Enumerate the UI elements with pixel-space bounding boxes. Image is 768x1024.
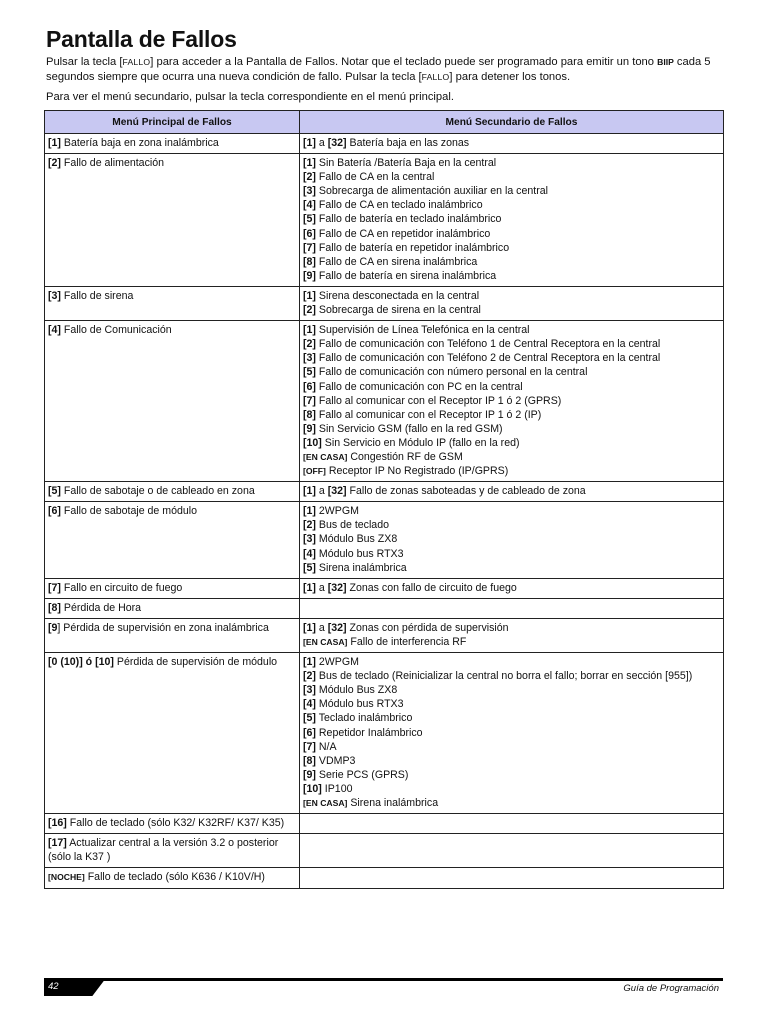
faults-table [44, 110, 724, 889]
entry-text: Batería baja en las zonas [346, 137, 470, 149]
entry-key: [8] [303, 754, 316, 767]
key-label: FALLO [122, 57, 151, 67]
entry-key: [1] [303, 324, 316, 337]
entry-key: [5] [303, 561, 316, 574]
entry-line [48, 289, 296, 303]
entry-text: Fallo de alimentación [60, 157, 165, 170]
beep-label: BIIP [657, 57, 674, 67]
table-row [45, 868, 724, 888]
entry-key: [6] [303, 726, 316, 739]
entry-key: [8] [303, 408, 316, 421]
entry-line [48, 581, 296, 595]
entry-text: N/A [315, 740, 337, 753]
entry-line [303, 351, 720, 365]
entry-line [303, 156, 720, 170]
entry-line [303, 198, 720, 212]
entry-line [303, 380, 720, 394]
table-header-row [45, 111, 724, 134]
entry-key: [EN CASA] [303, 798, 348, 809]
entry-key: [6] [303, 227, 316, 240]
entry-line [303, 669, 720, 683]
main-menu-cell [45, 286, 300, 320]
entry-text: Fallo de batería en repetidor inalámbrico [315, 241, 510, 254]
entry-key: [10] [303, 782, 322, 795]
empty-cell [303, 816, 720, 830]
entry-text: Sobrecarga de alimentación auxiliar en la central [315, 185, 548, 198]
entry-line [303, 422, 720, 436]
entry-text: Actualizar central a la versión 3.2 o posterior (sólo la K37 ) [48, 837, 279, 864]
entry-text: 2WPGM [315, 505, 359, 518]
entry-text: Sirena inalámbrica [315, 561, 407, 574]
entry-line [303, 170, 720, 184]
entry-line [48, 655, 296, 669]
entry-text: Fallo de batería en teclado inalámbrico [315, 213, 502, 226]
entry-text: Bus de teclado (Reinicializar la central no borra el fallo; borrar en sección [955]) [315, 670, 693, 683]
entry-key: [4] [303, 547, 316, 560]
entry-line [303, 547, 720, 561]
entry-key: [0 (10)] ó [10] [48, 656, 114, 669]
sub-menu-cell [300, 502, 724, 578]
sub-menu-cell [300, 578, 724, 598]
entry-line [303, 754, 720, 768]
entry-line [303, 436, 720, 450]
entry-line [303, 504, 720, 518]
page-footer [44, 978, 723, 996]
entry-key: [32] [327, 485, 347, 498]
entry-text: Receptor IP No Registrado (IP/GPRS) [325, 465, 509, 478]
entry-text: Fallo de sirena [60, 289, 134, 302]
entry-key: [3] [48, 289, 61, 302]
sub-menu-cell [300, 653, 724, 814]
entry-line [303, 581, 720, 595]
empty-cell [303, 870, 720, 884]
entry-key: [5] [48, 485, 61, 498]
entry-key: [2] [303, 171, 316, 184]
entry-line [303, 697, 720, 711]
entry-key: [1] [303, 656, 316, 669]
entry-text: Bus de teclado [315, 519, 389, 532]
entry-text: a [315, 621, 328, 634]
entry-text: Congestión RF de GSM [347, 450, 463, 463]
entry-line [303, 255, 720, 269]
entry-text: Sin Servicio GSM (fallo en la red GSM) [315, 422, 503, 435]
entry-key: [2] [303, 338, 316, 351]
entry-line [303, 683, 720, 697]
entry-line [303, 337, 720, 351]
entry-line [303, 408, 720, 422]
entry-key: [2] [48, 157, 61, 170]
table-row [45, 618, 724, 652]
entry-text: Fallo de CA en teclado inalámbrico [315, 199, 483, 212]
entry-key: [7] [303, 241, 316, 254]
entry-key: [9] [303, 768, 316, 781]
entry-key: [8] [48, 601, 61, 614]
entry-key: [9 [48, 621, 58, 634]
entry-line [303, 796, 720, 810]
entry-text: Fallo de CA en repetidor inalámbrico [315, 227, 491, 240]
entry-key: [3] [303, 684, 316, 697]
entry-key: [32] [327, 581, 347, 594]
entry-key: [17] [48, 837, 67, 850]
empty-cell [303, 601, 720, 615]
entry-text: Batería baja en zona inalámbrica [60, 137, 219, 149]
entry-key: [EN CASA] [303, 637, 348, 647]
entry-line [48, 484, 296, 498]
entry-line [303, 768, 720, 782]
entry-line [48, 816, 296, 830]
entry-text: Zonas con fallo de circuito de fuego [346, 581, 517, 594]
entry-key: [6] [48, 505, 61, 518]
page-number: 42 [48, 981, 59, 992]
entry-text: 2WPGM [315, 656, 359, 669]
sub-menu-cell [300, 834, 724, 868]
entry-line [303, 241, 720, 255]
intro-text: ] para acceder a la Pantalla de Fallos. Notar que el teclado puede ser programado para emitir un tono [150, 56, 658, 68]
entry-text: a [315, 581, 328, 594]
empty-cell [303, 836, 720, 850]
entry-text: Sin Servicio en Módulo IP (fallo en la red) [321, 436, 520, 449]
entry-text: Fallo de CA en la central [315, 171, 435, 184]
table-row [45, 502, 724, 578]
entry-line [303, 635, 720, 649]
entry-text: Módulo bus RTX3 [315, 547, 404, 560]
entry-text: Módulo Bus ZX8 [315, 684, 398, 697]
entry-text: Fallo de teclado (sólo K636 / K10V/H) [84, 871, 265, 884]
sub-menu-cell [300, 286, 724, 320]
main-menu-cell [45, 653, 300, 814]
entry-key: [10] [303, 436, 322, 449]
entry-key: [2] [303, 519, 316, 532]
entry-line [303, 518, 720, 532]
intro-text: cada 5 segundos siempre que ocurra una nueva condición de fallo. Pulsar la tecla [ [46, 56, 711, 83]
intro-paragraph [46, 55, 726, 84]
table-row [45, 598, 724, 618]
entry-key: [16] [48, 817, 67, 830]
entry-key: [3] [303, 185, 316, 198]
entry-text: Sirena inalámbrica [347, 797, 439, 810]
entry-key: [3] [303, 352, 316, 365]
entry-key: [5] [303, 366, 316, 379]
table-row [45, 834, 724, 868]
sub-menu-cell [300, 618, 724, 652]
entry-key: [NOCHE] [48, 872, 85, 883]
entry-key: [1] [303, 137, 316, 149]
footer-rule [44, 978, 723, 981]
main-menu-cell [45, 578, 300, 598]
entry-text: Fallo de comunicación con Teléfono 2 de Central Receptora en la central [315, 352, 661, 365]
entry-key: [8] [303, 255, 316, 268]
main-menu-cell [45, 502, 300, 578]
entry-line [303, 464, 720, 478]
entry-text: Fallo de sabotaje de módulo [60, 505, 197, 518]
main-menu-cell [45, 154, 300, 287]
intro-text: ] para detener los tonos. [449, 70, 571, 83]
entry-key: [7] [48, 581, 61, 594]
main-menu-cell [45, 482, 300, 502]
entry-key: [OFF] [303, 466, 326, 477]
entry-text: Repetidor Inalámbrico [315, 726, 423, 739]
entry-text: Fallo al comunicar con el Receptor IP 1 ó 2 (GPRS) [315, 394, 562, 407]
main-menu-cell [45, 814, 300, 834]
sub-menu-cell [300, 482, 724, 502]
entry-line [48, 601, 296, 615]
main-menu-cell [45, 618, 300, 652]
main-menu-cell [45, 834, 300, 868]
entry-line [303, 726, 720, 740]
guide-title: Guía de Programación [623, 983, 719, 994]
entry-text: Fallo de Comunicación [60, 324, 172, 337]
entry-text: Fallo al comunicar con el Receptor IP 1 ó 2 (IP) [315, 408, 542, 421]
sub-menu-cell [300, 814, 724, 834]
entry-key: [4] [303, 698, 316, 711]
entry-text: Fallo de teclado (sólo K32/ K32RF/ K37/ K35) [66, 817, 285, 830]
entry-key: [1] [303, 485, 316, 498]
entry-text: Pérdida de Hora [60, 601, 142, 614]
entry-text: Supervisión de Línea Telefónica en la central [315, 324, 530, 337]
table-row [45, 653, 724, 814]
table-row [45, 286, 724, 320]
sub-menu-cell [300, 321, 724, 482]
sub-menu-cell [300, 868, 724, 888]
entry-line [303, 365, 720, 379]
entry-key: [5] [303, 712, 316, 725]
entry-text: Fallo de interferencia RF [347, 636, 467, 648]
entry-text: Fallo de zonas saboteadas y de cableado de zona [346, 485, 586, 498]
entry-key: [32] [327, 137, 347, 149]
entry-key: [4] [48, 324, 61, 337]
entry-line [303, 303, 720, 317]
entry-text: Fallo de sabotaje o de cableado en zona [60, 485, 255, 498]
entry-key: [1] [303, 621, 316, 634]
column-header-sub: Menú Secundario de Fallos [300, 111, 724, 134]
entry-line [48, 836, 296, 864]
entry-text: Fallo de batería en sirena inalámbrica [315, 269, 497, 282]
entry-line [303, 136, 720, 150]
entry-line [303, 655, 720, 669]
entry-key: [1] [303, 505, 316, 518]
entry-text: Fallo en circuito de fuego [60, 581, 183, 594]
entry-key: [6] [303, 380, 316, 393]
table-row [45, 134, 724, 154]
entry-line [303, 394, 720, 408]
column-header-main: Menú Principal de Fallos [45, 111, 300, 134]
entry-line [303, 782, 720, 796]
entry-text: ] Pérdida de supervisión en zona inalámbrica [57, 621, 269, 634]
entry-key: [4] [303, 199, 316, 212]
entry-line [303, 450, 720, 464]
entry-text: Serie PCS (GPRS) [315, 768, 409, 781]
entry-key: [32] [327, 621, 347, 634]
entry-key: [2] [303, 304, 316, 317]
entry-text: IP100 [321, 782, 353, 795]
entry-key: [9] [303, 269, 316, 282]
table-row [45, 482, 724, 502]
entry-key: [1] [48, 137, 61, 149]
entry-line [303, 561, 720, 575]
sub-menu-cell [300, 598, 724, 618]
table-row [45, 814, 724, 834]
entry-text: Módulo Bus ZX8 [315, 533, 398, 546]
entry-line [303, 740, 720, 754]
entry-line [303, 532, 720, 546]
entry-key: [7] [303, 740, 316, 753]
entry-key: [5] [303, 213, 316, 226]
entry-key: [3] [303, 533, 316, 546]
table-row [45, 154, 724, 287]
entry-line [303, 484, 720, 498]
entry-key: [1] [303, 581, 316, 594]
entry-line [48, 136, 296, 150]
entry-text: Módulo bus RTX3 [315, 698, 404, 711]
entry-text: a [315, 137, 328, 149]
entry-line [303, 184, 720, 198]
entry-line [303, 711, 720, 725]
entry-key: [1] [303, 289, 316, 302]
entry-line [303, 269, 720, 283]
main-menu-cell [45, 321, 300, 482]
entry-text: Pérdida de supervisión de módulo [113, 656, 278, 669]
intro-paragraph-2: Para ver el menú secundario, pulsar la tecla correspondiente en el menú principal. [46, 91, 454, 103]
entry-line [303, 621, 720, 635]
entry-line [48, 156, 296, 170]
entry-text: Fallo de comunicación con PC en la central [315, 380, 523, 393]
entry-line [303, 227, 720, 241]
entry-key: [7] [303, 394, 316, 407]
entry-key: [2] [303, 670, 316, 683]
entry-text: Fallo de comunicación con número personal en la central [315, 366, 588, 379]
page-title: Pantalla de Fallos [46, 26, 237, 52]
entry-text: Fallo de comunicación con Teléfono 1 de Central Receptora en la central [315, 338, 661, 351]
main-menu-cell [45, 598, 300, 618]
entry-line [48, 870, 296, 884]
entry-text: Sirena desconectada en la central [315, 289, 480, 302]
entry-text: a [315, 485, 328, 498]
entry-line [48, 323, 296, 337]
entry-text: VDMP3 [315, 754, 356, 767]
sub-menu-cell [300, 134, 724, 154]
entry-text: Teclado inalámbrico [315, 712, 413, 725]
entry-line [303, 212, 720, 226]
entry-key: [9] [303, 422, 316, 435]
entry-line [303, 289, 720, 303]
entry-key: [1] [303, 157, 316, 170]
entry-line [48, 504, 296, 518]
entry-line [303, 323, 720, 337]
sub-menu-cell [300, 154, 724, 287]
table-row [45, 578, 724, 598]
entry-text: Fallo de CA en sirena inalámbrica [315, 255, 478, 268]
key-label: FALLO [421, 71, 450, 82]
main-menu-cell [45, 134, 300, 154]
entry-line [48, 621, 296, 635]
entry-text: Sobrecarga de sirena en la central [315, 304, 481, 317]
intro-text: Pulsar la tecla [ [46, 56, 123, 68]
entry-text: Sin Batería /Batería Baja en la central [315, 157, 497, 170]
entry-key: [EN CASA] [303, 451, 348, 462]
main-menu-cell [45, 868, 300, 888]
entry-text: Zonas con pérdida de supervisión [346, 621, 509, 634]
table-row [45, 321, 724, 482]
